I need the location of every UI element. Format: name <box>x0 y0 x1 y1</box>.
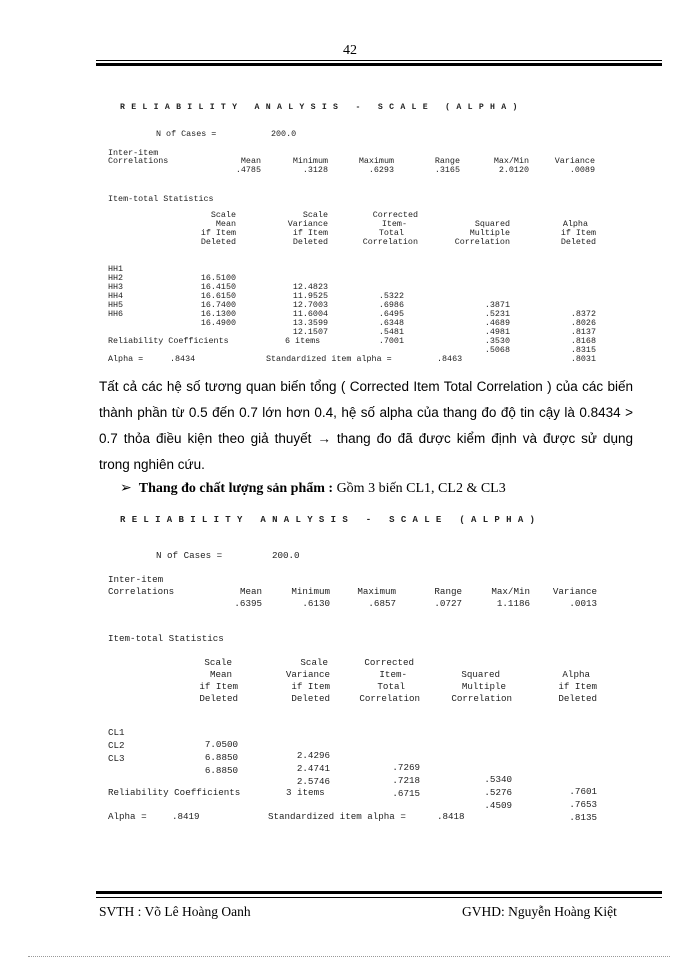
table2-itemtotal-label: Item-total Statistics <box>108 633 224 644</box>
table1-header-cell: Multiple <box>469 228 510 238</box>
table1-inter-header: Range <box>434 156 460 166</box>
table1-std-alpha-value: .8463 <box>437 354 463 364</box>
table2-alpha-label: Alpha = <box>108 811 147 822</box>
table1-banner: RELIABILITY ANALYSIS - SCALE (ALPHA) <box>120 103 524 112</box>
table-row: HH4 16.7400 11.6004 .6348 .4981 .8168 <box>108 291 596 346</box>
table2-inter-label-2: Correlations <box>108 586 175 597</box>
table2-header-cell: Correlation <box>359 693 420 704</box>
table1-coef-label: Reliability Coefficients <box>108 336 229 346</box>
table1-itemtotal-label: Item-total Statistics <box>108 194 214 204</box>
table2-inter-value: .0013 <box>569 598 597 609</box>
paragraph-line: trong nghiên cứu. <box>99 457 205 472</box>
table2-ncases-label: N of Cases = <box>156 550 223 561</box>
table2-inter-value: .0727 <box>434 598 462 609</box>
table2-std-alpha-label: Standardized item alpha = <box>268 811 406 822</box>
footer-rule-thick <box>96 891 662 894</box>
table2-header-cell: Deleted <box>558 693 597 704</box>
table2-inter-header: Variance <box>552 586 597 597</box>
table1-header-cell: Alpha <box>562 219 588 229</box>
table2-header-cell: Mean <box>209 669 232 680</box>
table-row: HH2 16.4150 11.9525 .6986 .5231 .8026 <box>108 273 596 328</box>
table1-inter-value: .6293 <box>368 165 394 175</box>
table2-header-cell: Corrected <box>364 657 414 668</box>
table1-header-cell: Deleted <box>560 237 596 247</box>
table1-header-cell: Scale <box>210 210 236 220</box>
bullet-bold-text: Thang đo chất lượng sản phẩm : <box>138 481 334 496</box>
table2-header-cell: if Item <box>291 681 330 692</box>
table2-header-cell: Scale <box>300 657 328 668</box>
table-row: HH3 16.6150 12.7003 .6495 .4689 .8137 <box>108 282 596 337</box>
table2-header-cell: Deleted <box>199 693 238 704</box>
table1-header-cell: Total <box>378 228 404 238</box>
table2-header-cell: Multiple <box>461 681 506 692</box>
table-row: CL2 6.8850 2.4741 .7218 .5276 .7653 <box>108 739 597 810</box>
table1-header-cell: Mean <box>215 219 236 229</box>
table-row: HH6 16.4900 12.1507 .7001 .5068 .8031 <box>108 309 596 364</box>
table2-std-alpha-value: .8418 <box>437 811 465 822</box>
table2-header-cell: Item- <box>379 669 407 680</box>
footer-student: SVTH : Võ Lê Hoàng Oanh <box>99 904 251 919</box>
table2-inter-header: Range <box>434 586 462 597</box>
analysis-paragraph <box>99 374 633 478</box>
table2-inter-header: Minimum <box>291 586 330 597</box>
table2-header-cell: Alpha <box>562 669 590 680</box>
table2-inter-header: Mean <box>239 586 262 597</box>
section-bullet <box>120 480 506 497</box>
table1-alpha-label: Alpha = <box>108 354 144 364</box>
table1-alpha-value: .8434 <box>170 354 196 364</box>
table1-std-alpha-label: Standardized item alpha = <box>266 354 392 364</box>
header-rule-thin <box>96 60 662 61</box>
table2-inter-value: 1.1186 <box>496 598 530 609</box>
footer-advisor: GVHD: Nguyễn Hoàng Kiệt <box>462 904 617 919</box>
table1-header-cell: Correlation <box>362 237 418 247</box>
table1-inter-label-1: Inter-item <box>108 148 159 158</box>
table1-headers <box>0 211 700 251</box>
table2-inter-label-1: Inter-item <box>108 574 164 585</box>
table1-header-cell: Variance <box>287 219 328 229</box>
table1-inter-header: Maximum <box>358 156 394 166</box>
table1-inter-header: Minimum <box>292 156 328 166</box>
table1-header-cell: Squared <box>474 219 510 229</box>
table2-header-cell: if Item <box>199 681 238 692</box>
table2-ncases-value: 200.0 <box>272 550 300 561</box>
table2-header-cell: Squared <box>461 669 500 680</box>
table2-headers <box>0 657 700 707</box>
table1-coef-items: 6 items <box>285 336 321 346</box>
table-row: HH1 16.5100 12.4823 .5322 .3871 .8372 <box>108 264 596 319</box>
table2-inter-stats <box>0 586 700 612</box>
bullet-text: Gồm 3 biến CL1, CL2 & CL3 <box>336 481 506 496</box>
table1-ncases-label: N of Cases = <box>156 129 217 139</box>
table2-inter-value: .6130 <box>302 598 330 609</box>
paragraph-line: Tất cả các hệ số tương quan biến tổng ( Corrected Item Total Correlation ) của các biến <box>99 379 633 394</box>
table2-inter-header: Max/Min <box>491 586 530 597</box>
header-rule-thick <box>96 63 662 66</box>
table2-inter-header: Maximum <box>357 586 396 597</box>
table2-inter-value: .6857 <box>368 598 396 609</box>
table1-inter-header: Mean <box>240 156 261 166</box>
table2-header-cell: Scale <box>204 657 232 668</box>
table1-header-cell: if Item <box>292 228 328 238</box>
table2-alpha-value: .8419 <box>172 811 200 822</box>
table2-header-cell: Deleted <box>291 693 330 704</box>
arrow-bullet-icon: ➢ <box>120 481 132 496</box>
table1-header-cell: Item- <box>381 219 407 229</box>
table1-header-cell: Deleted <box>200 237 236 247</box>
table1-inter-header: Max/Min <box>493 156 529 166</box>
paragraph-line: thành phần từ 0.5 đến 0.7 lớn hơn 0.4, hệ số alpha của thang đo độ tin cậy là 0.8434 > <box>99 405 633 420</box>
table1-header-cell: Scale <box>302 210 328 220</box>
table2-header-cell: Variance <box>285 669 330 680</box>
table2-inter-value: .6395 <box>234 598 262 609</box>
table-row: CL1 7.0500 2.4296 .7269 .5340 .7601 <box>108 726 597 797</box>
table-row: CL3 6.8850 2.5746 .6715 .4509 .8135 <box>108 752 597 823</box>
table1-inter-label-2: Correlations <box>108 156 169 166</box>
table1-inter-value: .3128 <box>302 165 328 175</box>
table2-coef-label: Reliability Coefficients <box>108 787 241 798</box>
table2-header-cell: Total <box>377 681 405 692</box>
page-number: 42 <box>343 43 357 58</box>
table1-header-cell: if Item <box>560 228 596 238</box>
table2-coef-items: 3 items <box>286 787 325 798</box>
table1-inter-stats <box>0 157 700 177</box>
table1-inter-value: .3165 <box>434 165 460 175</box>
table1-header-cell: if Item <box>200 228 236 238</box>
table-row: HH5 16.1300 13.3599 .5481 .3530 .8315 <box>108 300 596 355</box>
page-bottom-dotted-line <box>28 956 670 957</box>
table2-header-cell: if Item <box>558 681 597 692</box>
table2-header-cell: Correlation <box>451 693 512 704</box>
footer-rule-thin <box>96 897 662 898</box>
table1-ncases-value: 200.0 <box>271 129 297 139</box>
table1-inter-value: .4785 <box>235 165 261 175</box>
table1-inter-header: Variance <box>554 156 595 166</box>
table1-inter-value: 2.0120 <box>498 165 529 175</box>
table1-header-cell: Deleted <box>292 237 328 247</box>
table1-header-cell: Correlation <box>454 237 510 247</box>
paragraph-line: 0.7 thỏa điều kiện theo giả thuyết → thang đo đã được kiểm định và được sử dụng <box>99 431 633 446</box>
table1-header-cell: Corrected <box>372 210 418 220</box>
table2-banner: RELIABILITY ANALYSIS - SCALE (ALPHA) <box>120 515 542 525</box>
table1-inter-value: .0089 <box>569 165 595 175</box>
